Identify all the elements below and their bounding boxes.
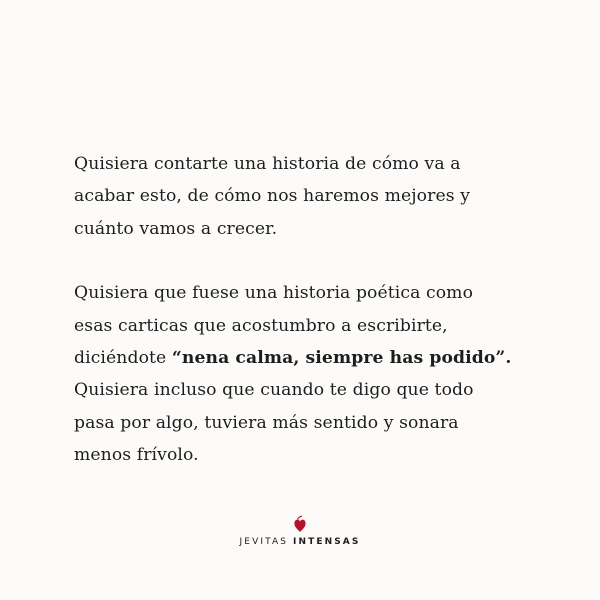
brand-name-regular: JEVITAS [239,537,294,547]
line-prefix: diciéndote [74,348,172,369]
brand-name-bold: INTENSAS [293,537,361,547]
text-line: pasa por algo, tuviera más sentido y sonara [74,412,459,433]
brand-signature [0,515,600,547]
emphasized-quote: “nena calma, siempre has podido”. [171,348,512,369]
text-line: Quisiera que fuese una historia poética como [74,283,474,304]
text-line: esas carticas que acostumbro a escribirte, [74,315,448,336]
post-text [74,148,544,472]
text-line: menos frívolo. [74,445,199,466]
paragraph-2 [74,277,544,471]
heart-icon [293,515,307,533]
text-line: Quisiera contarte una historia de cómo va a [74,154,461,174]
paragraph-1 [74,148,544,245]
paragraph-spacer [74,245,544,277]
text-line-with-emphasis [74,342,544,374]
text-line: Quisiera incluso que cuando te digo que todo [74,380,474,401]
brand-name [0,537,600,547]
text-line: acabar esto, de cómo nos haremos mejores y [74,186,471,207]
text-line: cuánto vamos a crecer. [74,218,278,239]
